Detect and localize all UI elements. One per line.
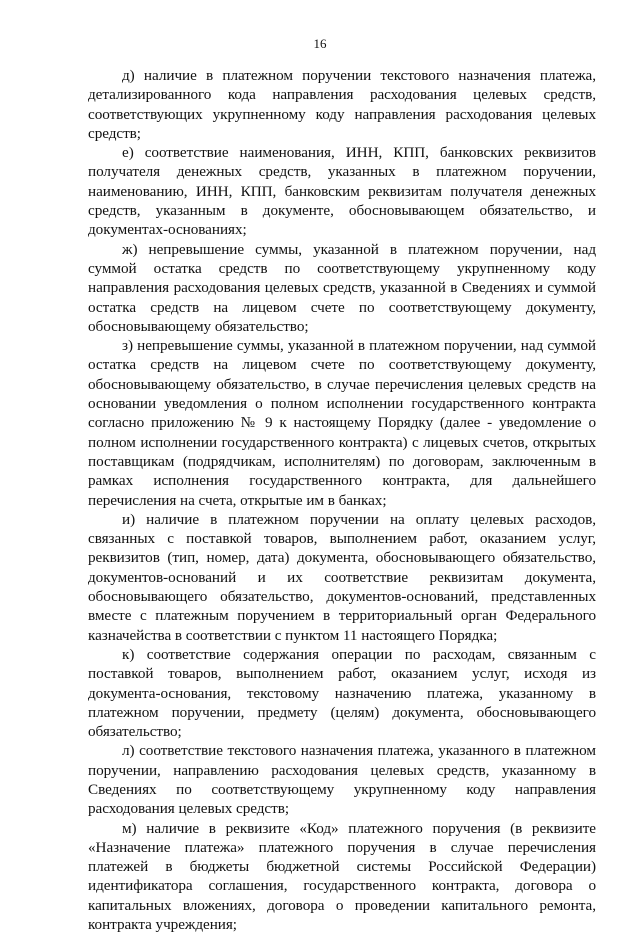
paragraph-m: м) наличие в реквизите «Код» платежного поручения (в реквизите «Назначение платежа» платежного поручения в случае перечисления платежей в бюджеты бюджетной системы Российской Федерации) идентификатора соглашения, государственного контракта, договора о капитальных вложениях, договора о проведении капитального ремонта, контракта учреждения; — [88, 819, 596, 934]
page-number: 16 — [313, 36, 327, 51]
paragraph-zh: ж) непревышение суммы, указанной в платежном поручении, над суммой остатка средств по соответствующему укрупненному коду направления расходования целевых средств, указанной в Сведениях и суммой остатка средств на лицевом счете по соответствующему документу, обосновывающему обязательство; — [88, 240, 596, 335]
paragraph-i: и) наличие в платежном поручении на оплату целевых расходов, связанных с поставкой товаров, выполнением работ, оказанием услуг, реквизитов (тип, номер, дата) документа, обосновывающего обязательство, документов-оснований и их соответствие реквизитам документа, обосновывающего обязательство, документов-оснований, представленных вместе с платежным поручением в территориальный орган Федерального казначейства в соответствии с пунктом 11 настоящего Порядка; — [88, 510, 596, 644]
paragraph-z: з) непревышение суммы, указанной в платежном поручении, над суммой остатка средств на лицевом счете по соответствующему документу, обосновывающему обязательство, в случае перечисления целевых средств на основании уведомления о полном исполнении государственного контракта согласно приложению № 9 к настоящему Порядку (далее - уведомление о полном исполнении государственного контракта) с лицевых счетов, открытых поставщикам (подрядчикам, исполнителям) по договорам, заключенным в рамках исполнения государственного контракта, для дальнейшего перечисления на счета, открытые им в банках; — [88, 337, 596, 509]
paragraph-l: л) соответствие текстового назначения платежа, указанного в платежном поручении, направлению расходования целевых средств, указанному в Сведениях по соответствующему укрупненному коду направления расходования целевых средств; — [88, 742, 596, 818]
document-body — [88, 66, 596, 934]
paragraph-k: к) соответствие содержания операции по расходам, связанным с поставкой товаров, выполнением работ, оказанием услуг, исходя из документа-основания, текстовому назначению платежа, указанному в платежном поручении, предмету (целям) документа, обосновывающего обязательство; — [88, 645, 596, 741]
paragraph-e: е) соответствие наименования, ИНН, КПП, банковских реквизитов получателя денежных средств, указанных в платежном поручении, наименованию, ИНН, КПП, банковским реквизитам получателя денежных средств, указанным в документе, обосновывающем обязательство, и документах-основаниях; — [88, 144, 596, 239]
paragraph-d: д) наличие в платежном поручении текстового назначения платежа, детализированного кода направления расходования целевых средств, соответствующих укрупненному коду направления расходования целевых средств; — [88, 67, 596, 142]
